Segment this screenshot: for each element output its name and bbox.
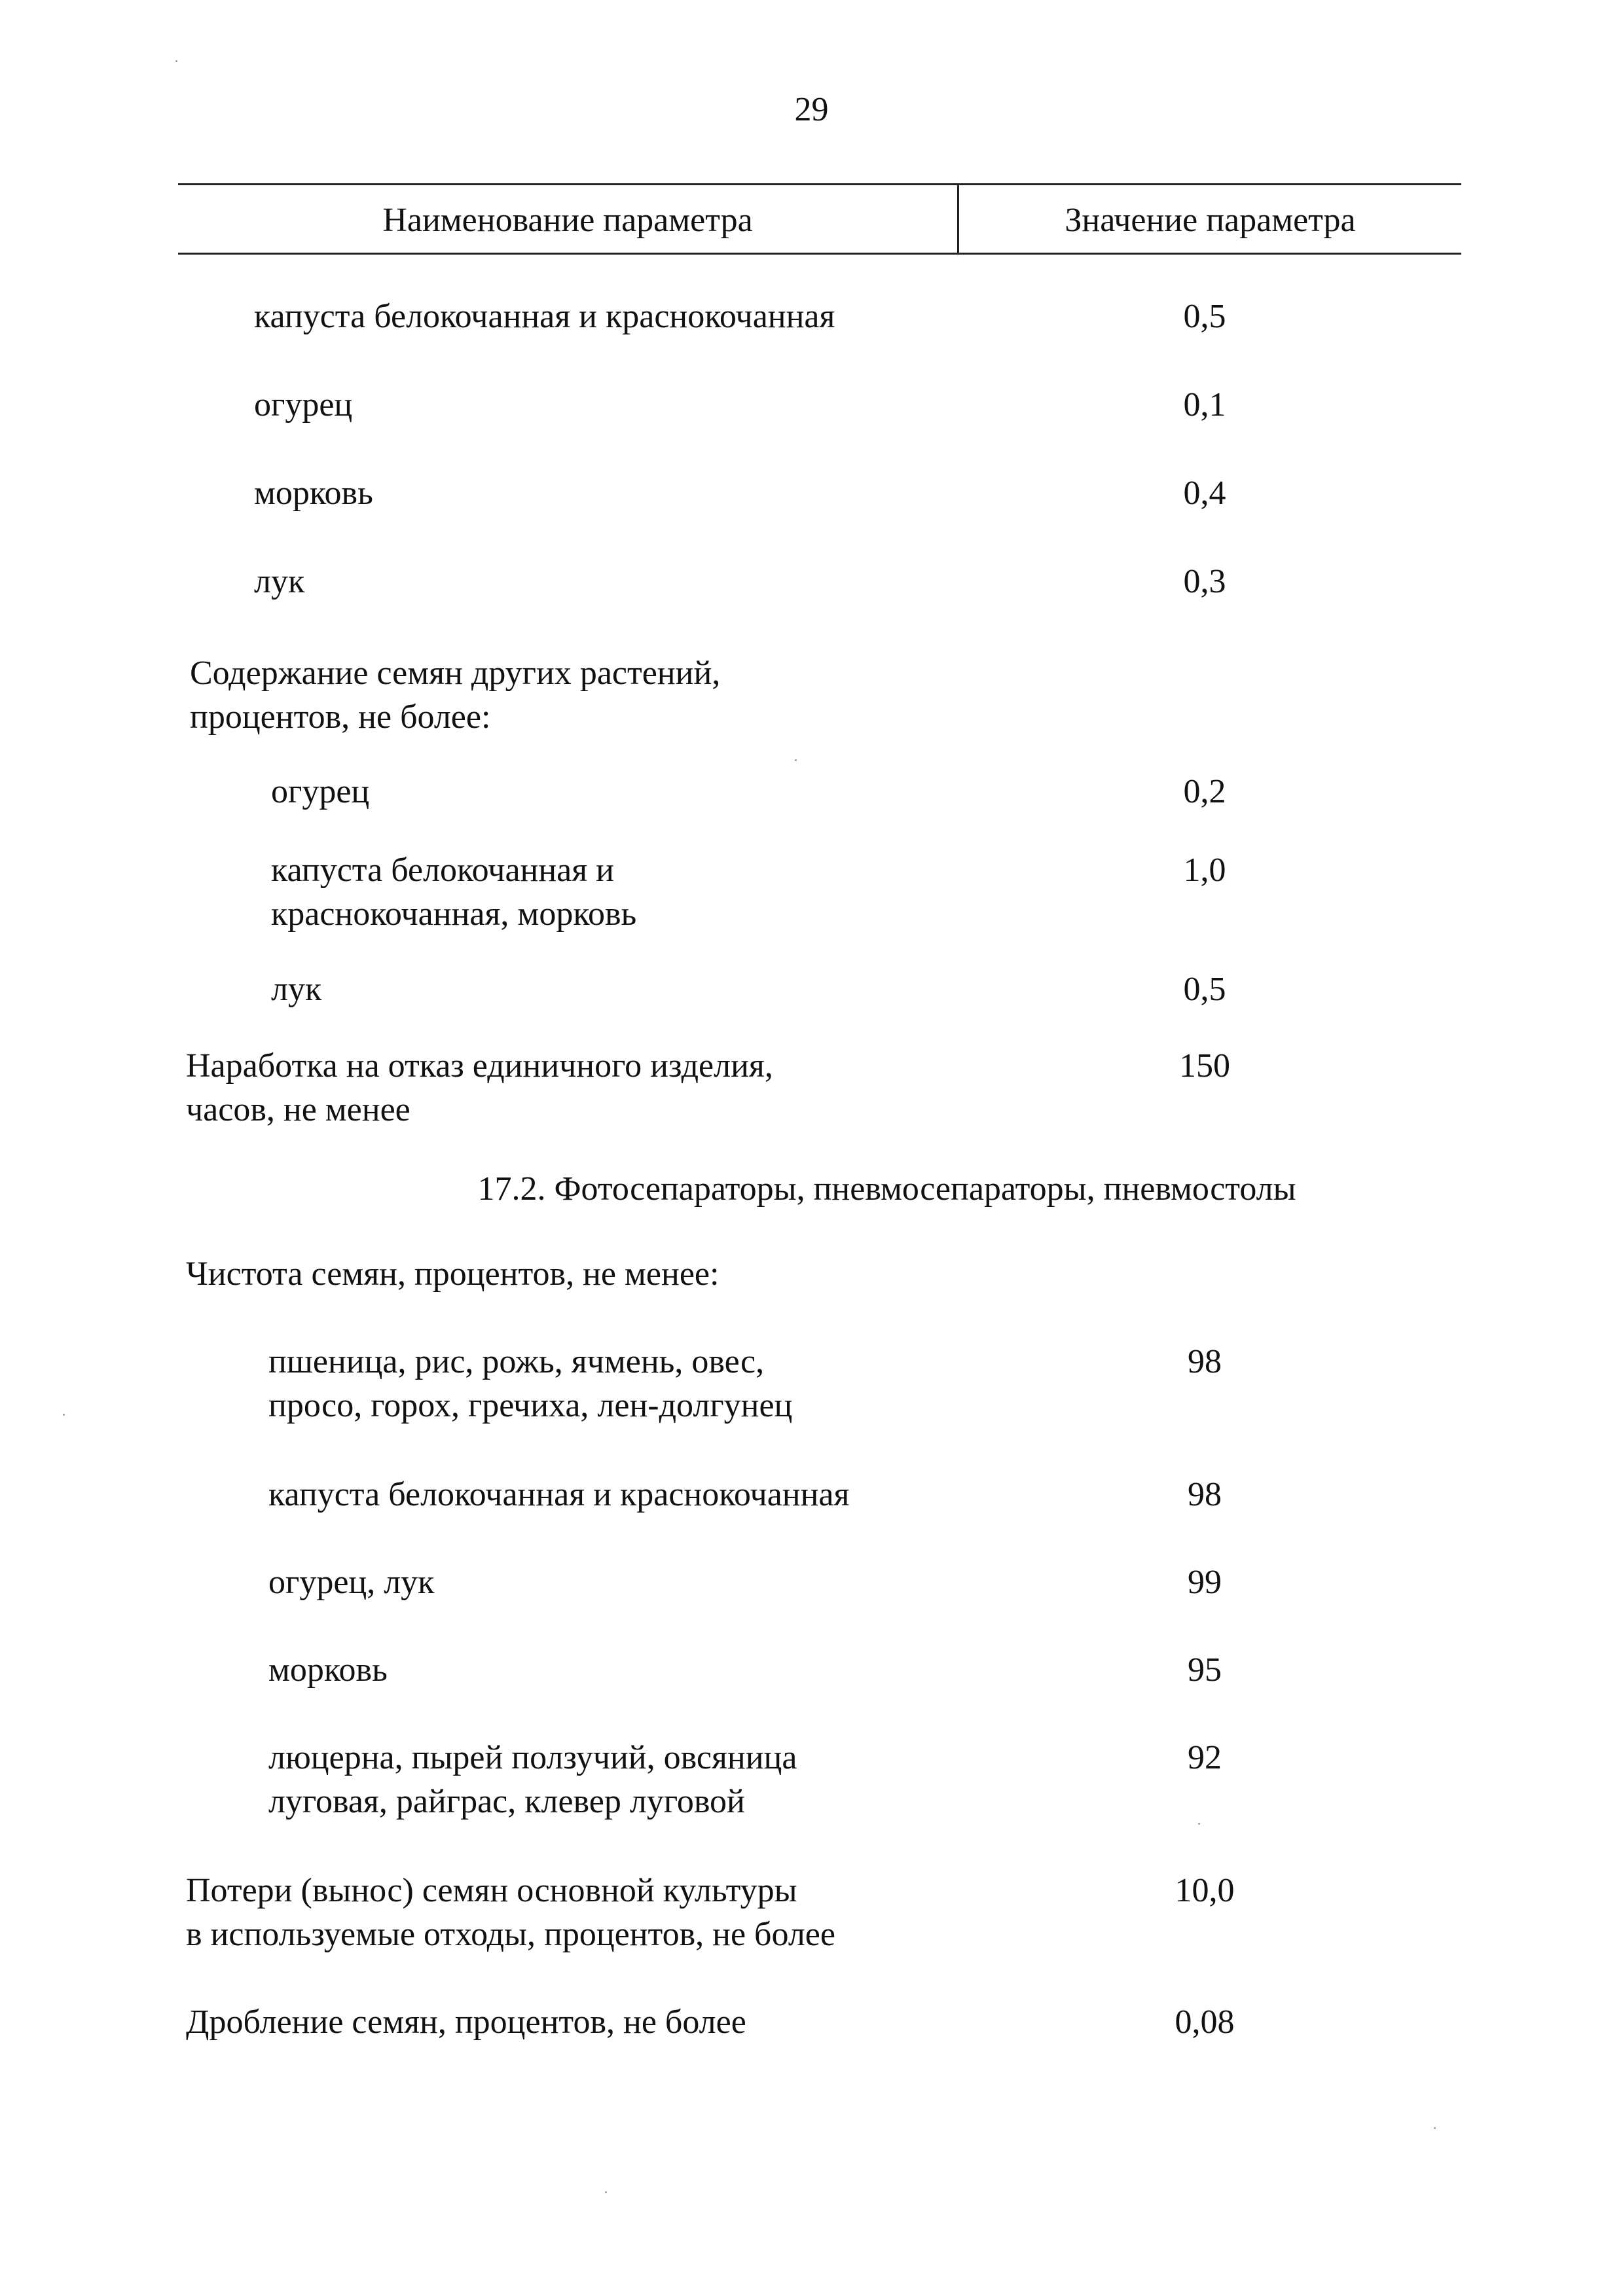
row-name: лук: [254, 563, 305, 600]
row-name-line1: капуста белокочанная и: [271, 852, 615, 889]
page-number: 29: [794, 91, 829, 128]
row-name-line1: люцерна, пырей ползучий, овсяница: [268, 1739, 797, 1776]
row-name-line2: часов, не менее: [186, 1091, 410, 1128]
row-name: огурец: [254, 386, 353, 423]
group-heading-line1: Содержание семян других растений,: [190, 655, 721, 692]
row-name-line2: краснокочанная, морковь: [271, 895, 637, 933]
scan-speck: [795, 759, 797, 761]
row-name: капуста белокочанная и краснокочанная: [254, 298, 835, 335]
row-name-line1: Наработка на отказ единичного изделия,: [186, 1047, 773, 1085]
row-name: огурец, лук: [268, 1564, 435, 1601]
scan-speck: [175, 60, 177, 62]
scan-speck: [1198, 1823, 1200, 1825]
row-name: морковь: [268, 1651, 388, 1689]
row-name-line2: просо, горох, гречиха, лен-долгунец: [268, 1387, 793, 1424]
section-title: 17.2. Фотосепараторы, пневмосепараторы, пневмостолы: [477, 1170, 1296, 1208]
row-name: огурец: [271, 773, 370, 810]
scan-speck: [63, 1414, 65, 1416]
column-header-name: Наименование параметра: [382, 202, 753, 239]
group-heading-line2: процентов, не более:: [190, 698, 491, 736]
group-heading: Чистота семян, процентов, не менее:: [186, 1255, 720, 1293]
column-header-value: Значение параметра: [1065, 202, 1356, 239]
row-name: Дробление семян, процентов, не более: [186, 2003, 746, 2041]
scan-speck: [1434, 2127, 1436, 2129]
scan-speck: [605, 2191, 607, 2193]
row-name-line2: луговая, райграс, клевер луговой: [268, 1783, 745, 1820]
row-name: лук: [271, 971, 322, 1008]
row-name-line1: Потери (вынос) семян основной культуры: [186, 1872, 797, 1909]
table-header: [178, 183, 1461, 255]
row-name-line2: в используемые отходы, процентов, не более: [186, 1916, 835, 1953]
row-name-line1: пшеница, рис, рожь, ячмень, овес,: [268, 1343, 765, 1380]
row-name: морковь: [254, 475, 373, 512]
row-name: капуста белокочанная и краснокочанная: [268, 1476, 850, 1513]
